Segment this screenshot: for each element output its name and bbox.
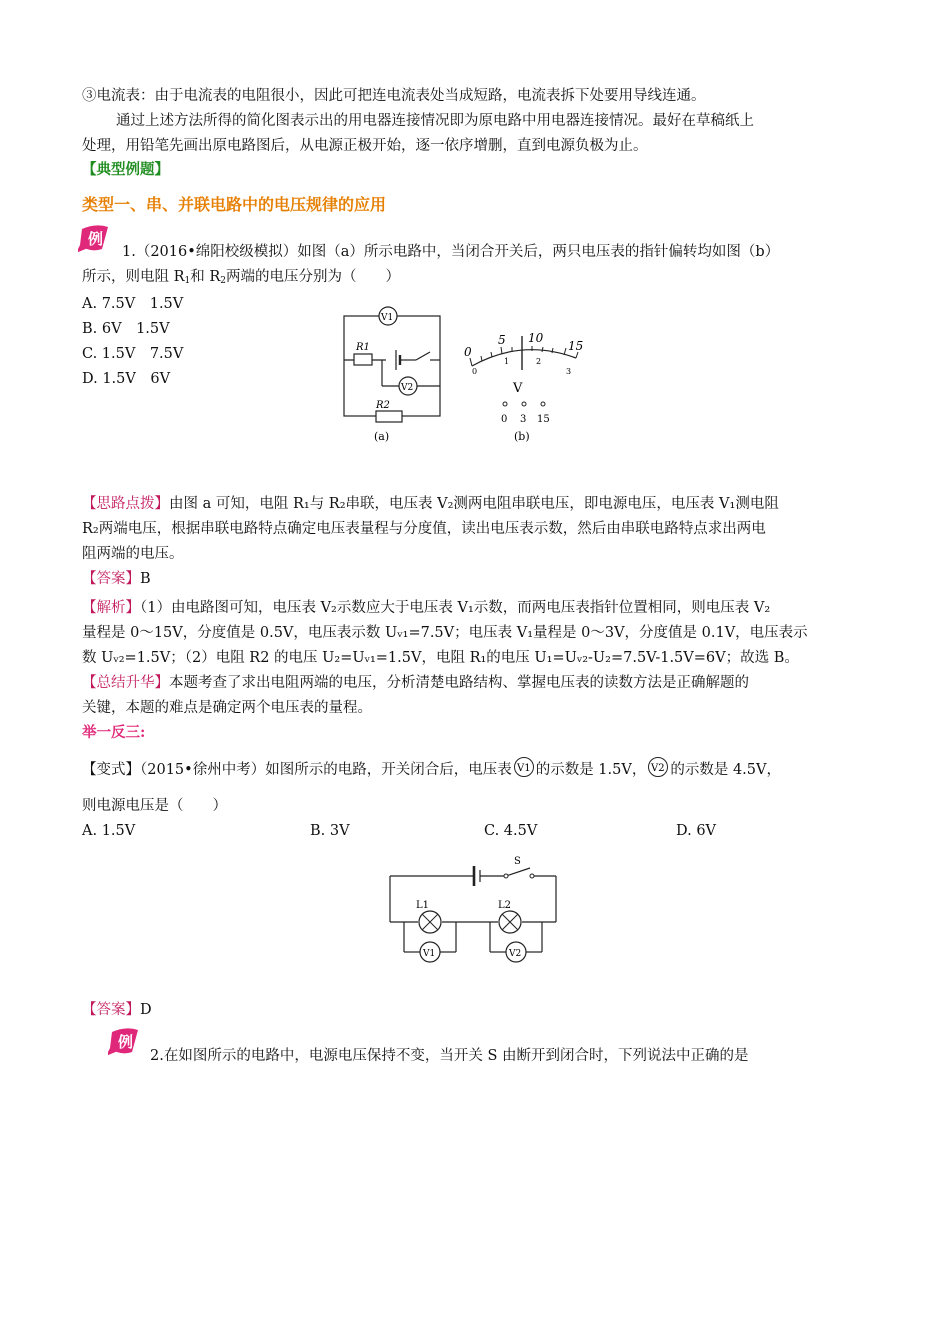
svg-text:V: V: [513, 381, 523, 396]
lamp-l1-icon: [419, 911, 441, 933]
summary-line-2: 关键，本题的难点是确定两个电压表的量程。: [82, 700, 372, 716]
svg-text:0: 0: [472, 367, 478, 376]
q1-option-c: C. 1.5V 7.5V: [82, 346, 184, 362]
intro-line-1: ③电流表：由于电流表的电阻很小，因此可把连电流表处当成短路，电流表拆下处要用导线连通。: [82, 88, 706, 104]
answer-1: 【答案】B: [82, 571, 151, 587]
svg-text:V1: V1: [516, 763, 531, 774]
q2-line-1: 2.在如图所示的电路中，电源电压保持不变，当开关 S 由断开到闭合时，下列说法中正确的是: [150, 1048, 749, 1064]
analysis-line-3: 数 Uᵥ₂=1.5V；（2）电阻 R2 的电压 U₂=Uᵥ₁=1.5V，电阻 R₁的电压 U₁=Uᵥ₂-U₂=7.5V-1.5V=6V；故选 B。: [82, 650, 799, 666]
svg-text:V2: V2: [509, 949, 522, 959]
svg-text:0: 0: [464, 345, 472, 359]
q1-line-1: 1.（2016•绵阳校级模拟）如图（a）所示电路中，当闭合开关后，两只电压表的指针偏转均如图（b）: [122, 244, 780, 260]
svg-text:L2: L2: [498, 900, 512, 911]
q1-option-d: D. 1.5V 6V: [82, 371, 171, 387]
lamp-l2-icon: [499, 911, 521, 933]
svg-text:10: 10: [528, 331, 544, 345]
variant-option-d: D. 6V: [676, 823, 717, 839]
summary-line-1: 【总结升华】本题考查了求出电阻两端的电压，分析清楚电路结构、掌握电压表的读数方法是正确解题的: [82, 675, 749, 691]
analysis-line-1: 【解析】（1）由电路图可知，电压表 V₂示数应大于电压表 V₁示数，而两电压表指针位置相同，则电压表 V₂: [82, 600, 771, 616]
svg-text:15: 15: [537, 414, 550, 425]
variant-option-c: C. 4.5V: [484, 823, 538, 839]
type-heading: 类型一、串、并联电路中的电压规律的应用: [82, 195, 387, 214]
svg-text:V1: V1: [381, 313, 394, 323]
voltmeter-figure-b: [460, 330, 590, 448]
svg-text:S: S: [514, 856, 521, 867]
hint-line-3: 阻两端的电压。: [82, 546, 184, 562]
variant-option-a: A. 1.5V: [82, 823, 136, 839]
svg-text:V1: V1: [423, 949, 436, 959]
svg-text:R2: R2: [376, 400, 390, 411]
svg-text:1: 1: [504, 357, 510, 366]
example-badge-2-icon: [108, 1026, 146, 1056]
svg-text:2: 2: [536, 357, 542, 366]
q1-line-2: 所示，则电阻 $R_1$和 $R_2$两端的电压分别为（ ）: [82, 269, 401, 286]
intro-line-3: 处理，用铅笔先画出原电路图后，从电源正极开始，逐一依序增删，直到电源负极为止。: [82, 138, 648, 154]
svg-text:V2: V2: [401, 383, 414, 393]
svg-text:3: 3: [566, 367, 572, 376]
circuit-figure-variant: [386, 852, 562, 968]
answer-2: 【答案】D: [82, 1002, 152, 1018]
voltmeter-v2-icon: [647, 756, 669, 778]
q1-option-b: B. 6V 1.5V: [82, 321, 170, 337]
svg-text:(b): (b): [514, 430, 530, 443]
svg-text:15: 15: [568, 339, 584, 353]
section-header: 【典型例题】: [82, 161, 169, 178]
variant-line-1: 【变式】（2015•徐州中考）如图所示的电路，开关闭合后，电压表 V1 的示数是 1.5V， V2 的示数是 4.5V，: [82, 756, 781, 780]
svg-text:例: 例: [88, 230, 104, 248]
svg-text:3: 3: [520, 414, 527, 425]
q1-option-a: A. 7.5V 1.5V: [82, 296, 184, 312]
circuit-figure-a: [336, 300, 454, 448]
practice-heading: 举一反三:: [82, 724, 146, 741]
hint-line-2: R₂两端电压，根据串联电路特点确定电压表量程与分度值，读出电压表示数，然后由串联电路特点求出两电: [82, 521, 766, 537]
svg-text:5: 5: [498, 333, 506, 347]
variant-option-b: B. 3V: [310, 823, 350, 839]
intro-line-2: 通过上述方法所得的简化图表示出的用电器连接情况即为原电路中用电器连接情况。最好在草稿纸上: [116, 113, 754, 129]
hint-line-1: 【思路点拨】由图 a 可知，电阻 R₁与 R₂串联，电压表 V₂测两电阻串联电压，即电源电压，电压表 V₁测电阻: [82, 496, 779, 512]
example-badge-icon: [78, 223, 116, 253]
voltmeter-v1-icon: [513, 756, 535, 778]
analysis-line-2: 量程是 0～15V，分度值是 0.5V，电压表示数 Uᵥ₁=7.5V；电压表 V₁量程是 0～3V，分度值是 0.1V，电压表示: [82, 625, 808, 641]
svg-text:(a): (a): [374, 430, 390, 443]
variant-line-2: 则电源电压是（ ）: [82, 798, 227, 814]
svg-text:0: 0: [501, 414, 508, 425]
svg-text:L1: L1: [416, 900, 430, 911]
svg-text:例: 例: [118, 1033, 134, 1051]
svg-text:R1: R1: [356, 342, 370, 353]
svg-text:V2: V2: [651, 763, 665, 774]
